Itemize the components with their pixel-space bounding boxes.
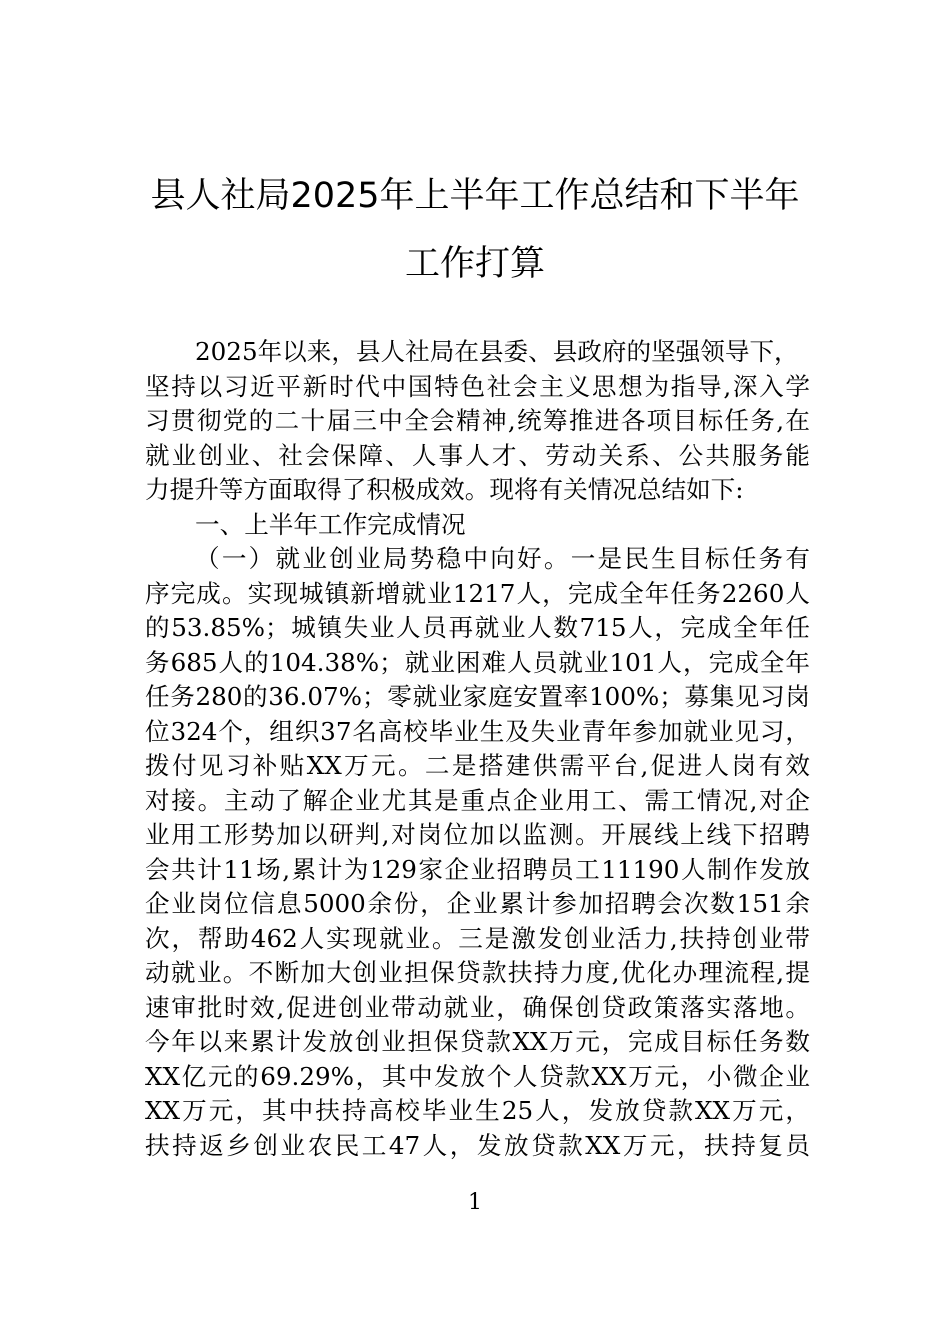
paragraph-line: （一）就业创业局势稳中向好。一是民生目标任务有 bbox=[195, 544, 810, 573]
document-title-line-2: 工作打算 bbox=[404, 244, 545, 284]
paragraph-line: 次，帮助462人实现就业。三是激发创业活力,扶持创业带 bbox=[145, 923, 810, 953]
paragraph-line: 动就业。不断加大创业担保贷款扶持力度,优化办理流程,提 bbox=[145, 958, 810, 987]
document-body bbox=[145, 335, 810, 1163]
paragraph-line: 力提升等方面取得了积极成效。现将有关情况总结如下: bbox=[145, 475, 744, 504]
paragraph-line: 习贯彻党的二十届三中全会精神,统筹推进各项目标任务,在 bbox=[145, 406, 810, 435]
paragraph-line: 的53.85%；城镇失业人员再就业人数715人，完成全年任 bbox=[145, 613, 810, 642]
paragraph-line: 务685人的104.38%；就业困难人员就业101人，完成全年 bbox=[145, 647, 810, 677]
document-title-line-1: 县人社局2025年上半年工作总结和下半年 bbox=[150, 176, 800, 216]
paragraph-line: 坚持以习近平新时代中国特色社会主义思想为指导,深入学 bbox=[145, 371, 810, 401]
paragraph-line: 业用工形势加以研判,对岗位加以监测。开展线上线下招聘 bbox=[145, 820, 810, 849]
paragraph-line: 扶持返乡创业农民工47人，发放贷款XX万元，扶持复员 bbox=[145, 1130, 810, 1160]
paragraph-line: 2025年以来，县人社局在县委、县政府的坚强领导下， bbox=[195, 337, 799, 366]
paragraph-line: 对接。主动了解企业尤其是重点企业用工、需工情况,对企 bbox=[145, 785, 810, 815]
paragraph-line: 就业创业、社会保障、人事人才、劳动关系、公共服务能 bbox=[145, 440, 810, 470]
paragraph-line: XX万元，其中扶持高校毕业生25人，发放贷款XX万元， bbox=[145, 1096, 810, 1125]
paragraph-line: 拨付见习补贴XX万元。二是搭建供需平台,促进人岗有效 bbox=[145, 751, 810, 780]
paragraph-line: 位324个，组织37名高校毕业生及失业青年参加就业见习， bbox=[145, 716, 810, 746]
paragraph-line: 序完成。实现城镇新增就业1217人，完成全年任务2260人 bbox=[145, 578, 810, 608]
paragraph-line: 企业岗位信息5000余份，企业累计参加招聘会次数151余 bbox=[145, 889, 810, 918]
section-heading: 一、上半年工作完成情况 bbox=[195, 509, 466, 539]
paragraph-line: XX亿元的69.29%，其中发放个人贷款XX万元，小微企业 bbox=[145, 1061, 810, 1091]
paragraph-line: 任务280的36.07%；零就业家庭安置率100%；募集见习岗 bbox=[145, 682, 810, 711]
paragraph-line: 速审批时效,促进创业带动就业，确保创贷政策落实落地。 bbox=[145, 992, 810, 1022]
paragraph-line: 今年以来累计发放创业担保贷款XX万元，完成目标任务数 bbox=[145, 1027, 810, 1056]
page-number: 1 bbox=[468, 1190, 482, 1215]
paragraph-line: 会共计11场,累计为129家企业招聘员工11190人制作发放 bbox=[145, 854, 810, 884]
